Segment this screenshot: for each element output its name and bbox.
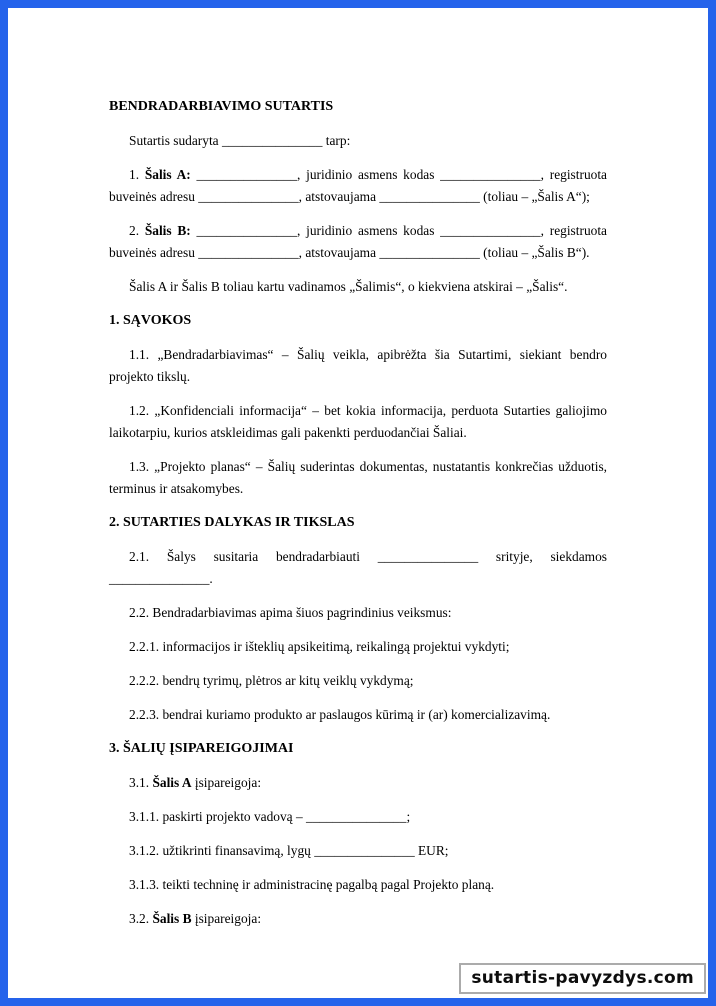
contract-document xyxy=(109,96,607,930)
document-title-text: BENDRADARBIAVIMO SUTARTIS xyxy=(109,99,334,114)
site-watermark-link[interactable]: sutartis-pavyzdys.com xyxy=(459,963,706,994)
intro-clause: Sutartis sudaryta _______________ tarp: xyxy=(129,133,351,148)
clause-2-2-1: 2.2.1. informacijos ir išteklių apsikeitimą, reikalingą projektui vykdyti; xyxy=(129,639,510,654)
document-title xyxy=(109,96,607,118)
clause-3-1: 3.1. Šalis A įsipareigoja: xyxy=(129,775,262,790)
clause-2-2-2: 2.2.2. bendrų tyrimų, plėtros ar kitų veiklų vykdymą; xyxy=(129,673,414,688)
clause-2-1: 2.1. Šalys susitaria bendradarbiauti _______________ srityje, siekdamos _______________. xyxy=(109,549,607,586)
section-heading-3: 3. ŠALIŲ ĮSIPAREIGOJIMAI xyxy=(109,741,294,756)
parties-joint-clause: Šalis A ir Šalis B toliau kartu vadinamos „Šalimis“, o kiekviena atskirai – „Šalis“. xyxy=(129,279,568,294)
clause-3-1-1: 3.1.1. paskirti projekto vadovą – _______________; xyxy=(129,809,411,824)
party-a-label: Šalis A: xyxy=(144,167,197,182)
section-heading-2: 2. SUTARTIES DALYKAS IR TIKSLAS xyxy=(109,515,355,530)
clause-2-2: 2.2. Bendradarbiavimas apima šiuos pagrindinius veiksmus: xyxy=(129,605,452,620)
clause-3-1-2: 3.1.2. užtikrinti finansavimą, lygų _______________ EUR; xyxy=(129,843,449,858)
party-a-clause: 1. Šalis A: _______________, juridinio asmens kodas _______________, registruota buveinės adresu _______________, atstovaujama _______________ (toliau – „Šalis A“); xyxy=(109,167,607,204)
clause-2-2-3: 2.2.3. bendrai kuriamo produkto ar paslaugos kūrimą ir (ar) komercializavimą. xyxy=(129,707,551,722)
party-b-ref: Šalis B xyxy=(152,911,192,926)
party-b-label: Šalis B: xyxy=(144,223,197,238)
clause-3-2: 3.2. Šalis B įsipareigoja: xyxy=(129,911,262,926)
clause-1-2: 1.2. „Konfidenciali informacija“ – bet kokia informacija, perduota Sutarties galiojimo laikotarpiu, kurios atskleidimas gali pakenkti perduodančiai Šaliai. xyxy=(109,403,607,440)
clause-3-1-3: 3.1.3. teikti techninę ir administracinę pagalbą pagal Projekto planą. xyxy=(129,877,495,892)
clause-1-3: 1.3. „Projekto planas“ – Šalių suderintas dokumentas, nustatantis konkrečias užduotis, terminus ir atsakomybes. xyxy=(109,459,607,496)
section-heading-1: 1. SĄVOKOS xyxy=(109,313,192,328)
party-a-ref: Šalis A xyxy=(152,775,192,790)
clause-1-1: 1.1. „Bendradarbiavimas“ – Šalių veikla, apibrėžta šia Sutartimi, siekiant bendro projekto tikslų. xyxy=(109,347,607,384)
party-b-clause: 2. Šalis B: _______________, juridinio asmens kodas _______________, registruota buveinės adresu _______________, atstovaujama _______________ (toliau – „Šalis B“). xyxy=(109,223,607,260)
